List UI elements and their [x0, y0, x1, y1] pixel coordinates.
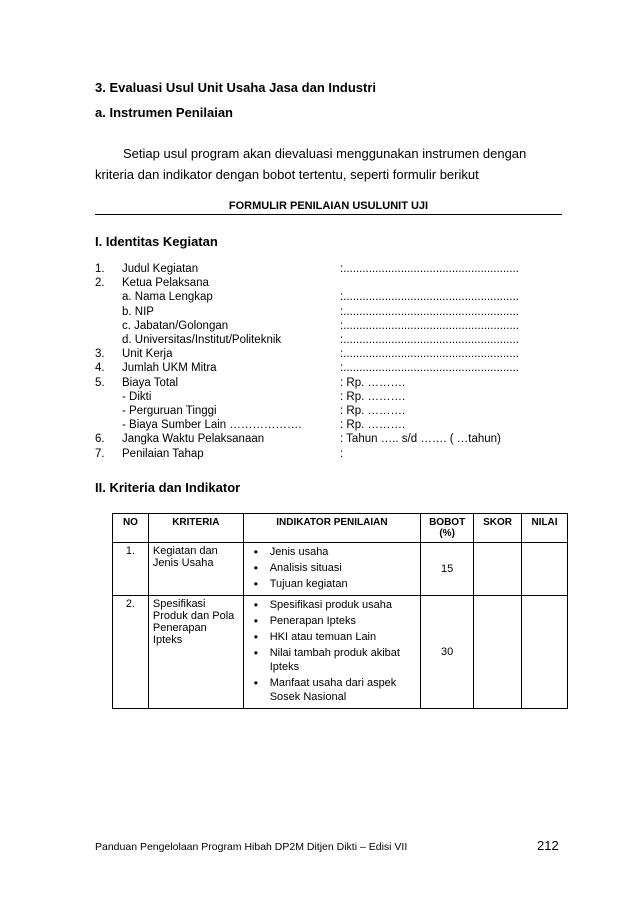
header-nilai: NILAI: [522, 514, 568, 543]
identity-heading: I. Identitas Kegiatan: [95, 234, 218, 249]
identity-row-label: - Biaya Sumber Lain ……………….: [122, 419, 302, 432]
subsection-heading: a. Instrumen Penilaian: [95, 105, 233, 120]
indicator-item: • Penerapan Ipteks: [248, 614, 416, 628]
identity-row-value: :.......................................................: [340, 334, 519, 346]
identity-row-value: : Rp. ……….: [340, 390, 406, 403]
identity-row-label: c. Jabatan/Golongan: [122, 319, 229, 332]
section-heading: 3. Evaluasi Usul Unit Usaha Jasa dan Industri: [95, 80, 377, 95]
identity-row-number: 5.: [95, 376, 105, 389]
row-indikator: [243, 543, 420, 596]
identity-row-label: - Perguruan Tinggi: [122, 405, 217, 417]
row-bobot: 30: [421, 596, 474, 709]
identity-row-value: :.......................................................: [340, 319, 519, 332]
row-indikator: [243, 596, 420, 709]
identity-row-label: Judul Kegiatan: [122, 263, 199, 275]
identity-row-label: d. Universitas/Institut/Politeknik: [122, 334, 282, 346]
identity-row-label: Jumlah UKM Mitra: [122, 362, 217, 375]
row-no: 1.: [113, 543, 149, 596]
row-kriteria: Kegiatan dan Jenis Usaha: [148, 543, 243, 596]
intro-line-2: kriteria dan indikator dengan bobot tertentu, seperti formulir berikut: [95, 167, 479, 182]
form-title-rule: [95, 214, 562, 215]
row-nilai: [522, 543, 568, 596]
indicator-item: • Tujuan kegiatan: [248, 577, 416, 591]
row-skor: [474, 543, 522, 596]
identity-row-value: :: [340, 447, 344, 460]
indicator-item: • Manfaat usaha dari aspek Sosek Nasional: [248, 676, 416, 704]
identity-row-label: Penilaian Tahap: [122, 447, 204, 460]
identity-row-number: 1.: [95, 263, 105, 275]
header-indikator: INDIKATOR PENILAIAN: [243, 514, 420, 543]
identity-row-label: Jangka Waktu Pelaksanaan: [122, 433, 265, 446]
header-kriteria: KRITERIA: [148, 514, 243, 543]
criteria-table: [112, 513, 568, 709]
identity-row-value: : Tahun ….. s/d ……. ( …tahun): [340, 433, 501, 446]
identity-row-value: : Rp. ……….: [340, 405, 406, 417]
identity-row-number: 3.: [95, 348, 105, 361]
identity-row-number: 4.: [95, 362, 105, 375]
header-no: NO: [113, 514, 149, 543]
identity-row-label: Biaya Total: [122, 376, 179, 389]
row-nilai: [522, 596, 568, 709]
identity-row-label: - Dikti: [122, 390, 152, 403]
identity-row-label: Unit Kerja: [122, 348, 173, 361]
row-skor: [474, 596, 522, 709]
row-bobot: 15: [421, 543, 474, 596]
indicator-item: • HKI atau temuan Lain: [248, 630, 416, 644]
identity-row-value: :.......................................................: [340, 305, 519, 318]
row-kriteria: Spesifikasi Produk dan Pola Penerapan Ipteks: [148, 596, 243, 709]
table-row: [113, 543, 568, 596]
identity-row-label: Ketua Pelaksana: [122, 277, 209, 290]
indicator-item: • Jenis usaha: [248, 545, 416, 559]
header-bobot: BOBOT (%): [421, 514, 474, 543]
identity-row-number: 6.: [95, 433, 105, 446]
intro-line-1: Setiap usul program akan dievaluasi menggunakan instrumen dengan: [123, 146, 527, 161]
identity-row-label: a. Nama Lengkap: [122, 291, 213, 304]
indicator-item: • Spesifikasi produk usaha: [248, 598, 416, 612]
identity-row-value: : Rp. ……….: [340, 419, 406, 432]
identity-row-value: :.......................................................: [340, 263, 519, 275]
row-no: 2.: [113, 596, 149, 709]
page-number: 212: [537, 838, 559, 853]
indicator-item: • Nilai tambah produk akibat Ipteks: [248, 646, 416, 674]
footer-text: Panduan Pengelolaan Program Hibah DP2M Ditjen Dikti – Edisi VII: [95, 841, 408, 853]
criteria-heading: II. Kriteria dan Indikator: [95, 480, 241, 495]
identity-row-value: :.......................................................: [340, 362, 519, 375]
indicator-item: • Analisis situasi: [248, 561, 416, 575]
identity-row-value: : Rp. ……….: [340, 376, 406, 389]
identity-row-number: 7.: [95, 447, 105, 460]
identity-row-label: b. NIP: [122, 305, 154, 318]
header-skor: SKOR: [474, 514, 522, 543]
form-title: FORMULIR PENILAIAN USULUNIT UJI: [228, 200, 429, 212]
identity-row-value: :.......................................................: [340, 348, 519, 361]
identity-row-value: :.......................................................: [340, 291, 519, 304]
identity-row-number: 2.: [95, 277, 105, 290]
table-row: [113, 596, 568, 709]
